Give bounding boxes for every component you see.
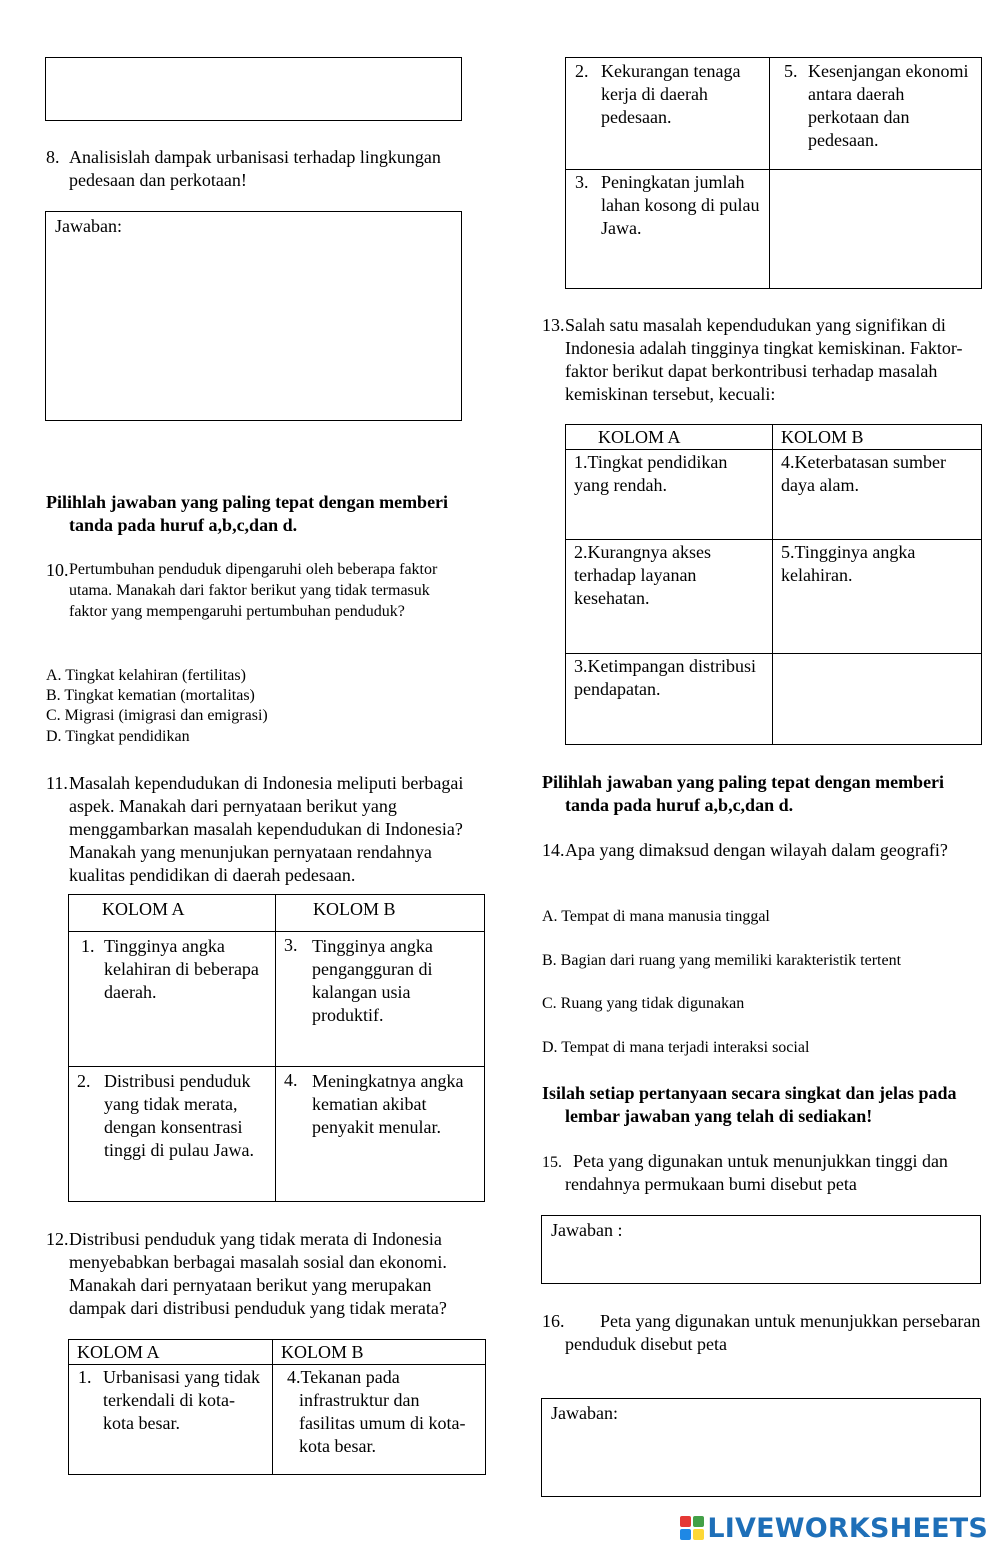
question-text: Peta yang digunakan untuk menunjukkan persebaran penduduk disebut peta xyxy=(565,1311,981,1354)
question-number: 12. xyxy=(46,1229,69,1249)
item-text: Kekurangan tenaga kerja di daerah pedesaan. xyxy=(601,61,741,127)
question-10 xyxy=(46,559,466,622)
item-number: 3. xyxy=(575,172,589,192)
item-text: Urbanisasi yang tidak terkendali di kota-kota besar. xyxy=(103,1367,260,1433)
question-number: 14. xyxy=(542,840,565,860)
answer-label: Jawaban: xyxy=(55,216,122,236)
col-a-header: KOLOM A xyxy=(77,1342,160,1362)
item-text: 3.Ketimpangan distribusi pendapatan. xyxy=(574,656,756,699)
question-12 xyxy=(46,1228,486,1320)
instruction-text: Pilihlah jawaban yang paling tepat dengan memberi tanda pada huruf a,b,c,dan d. xyxy=(46,492,449,535)
col-b-header: KOLOM B xyxy=(313,899,396,919)
item-text: 1.Tingkat pendidikan yang rendah. xyxy=(574,452,728,495)
question-14 xyxy=(542,839,962,862)
item-number: 2. xyxy=(77,1071,91,1091)
item-number: 3. xyxy=(284,935,298,955)
option-c[interactable]: C. Migrasi (imigrasi dan emigrasi) xyxy=(46,707,268,724)
table-cell xyxy=(773,654,982,745)
item-number: 4. xyxy=(284,1070,298,1090)
table-cell xyxy=(566,654,773,745)
q11-table xyxy=(68,894,485,1202)
instruction-text: Pilihlah jawaban yang paling tepat dengan memberi tanda pada huruf a,b,c,dan d. xyxy=(542,772,945,815)
question-text: Salah satu masalah kependudukan yang signifikan di Indonesia adalah tingginya tingkat kemiskinan. Faktor-faktor berikut dapat berkontribusi terhadap masalah kemiskinan tersebut, kecuali: xyxy=(565,315,963,404)
table-cell xyxy=(566,58,770,170)
question-text: Pertumbuhan penduduk dipengaruhi oleh beberapa faktor utama. Manakah dari faktor berikut yang tidak termasuk faktor yang mempengaruhi pertumbuhan penduduk? xyxy=(69,561,438,620)
answer-box-q15[interactable] xyxy=(541,1215,981,1284)
item-text: Tingginya angka kelahiran di beberapa daerah. xyxy=(104,936,259,1002)
table-header xyxy=(773,425,982,450)
table-cell xyxy=(276,932,485,1067)
item-number: 5. xyxy=(784,61,798,81)
table-cell xyxy=(770,170,982,289)
item-text: 5.Tingginya angka kelahiran. xyxy=(781,542,916,585)
instruction-multiple-choice xyxy=(46,491,496,537)
table-header xyxy=(69,1340,273,1365)
table-header xyxy=(273,1340,486,1365)
item-text: Tingginya angka pengangguran di kalangan usia produktif. xyxy=(312,936,433,1025)
table-cell xyxy=(69,1067,276,1202)
option-a[interactable]: A. Tingkat kelahiran (fertilitas) xyxy=(46,667,246,684)
question-text: Peta yang digunakan untuk menunjukkan tinggi dan rendahnya permukaan bumi disebut peta xyxy=(565,1151,948,1194)
question-text: Apa yang dimaksud dengan wilayah dalam geografi? xyxy=(565,840,948,860)
question-number: 11. xyxy=(46,773,68,793)
question-15 xyxy=(542,1150,992,1196)
question-number: 16. xyxy=(542,1311,565,1331)
table-cell xyxy=(566,170,770,289)
table-cell xyxy=(566,540,773,654)
table-header xyxy=(69,895,276,932)
answer-box-q16[interactable] xyxy=(541,1398,981,1497)
table-cell xyxy=(276,1067,485,1202)
q12-table-continued xyxy=(565,57,982,289)
item-text: 2.Kurangnya akses terhadap layanan kesehatan. xyxy=(574,542,711,608)
table-cell xyxy=(69,1365,273,1475)
item-text xyxy=(773,654,981,655)
col-b-header: KOLOM B xyxy=(781,427,864,447)
item-text: Kesenjangan ekonomi antara daerah perkotaan dan pedesaan. xyxy=(808,61,969,150)
item-text: 4.Keterbatasan sumber daya alam. xyxy=(781,452,946,495)
question-number: 8. xyxy=(46,147,60,167)
question-number: 10. xyxy=(46,560,69,580)
option-d[interactable]: D. Tingkat pendidikan xyxy=(46,728,190,745)
option-b[interactable]: B. Tingkat kematian (mortalitas) xyxy=(46,687,255,704)
question-16 xyxy=(542,1310,982,1356)
question-number: 13. xyxy=(542,315,565,335)
liveworksheets-logo xyxy=(680,1512,988,1544)
instruction-multiple-choice-2 xyxy=(542,771,992,817)
option-b[interactable]: B. Bagian dari ruang yang memiliki karakteristik tertent xyxy=(542,952,902,969)
item-number: 1. xyxy=(81,936,95,956)
table-cell xyxy=(273,1365,486,1475)
question-number: 15. xyxy=(542,1154,562,1171)
question-text: Distribusi penduduk yang tidak merata di Indonesia menyebabkan berbagai masalah sosial dan ekonomi. Manakah dari pernyataan berikut yang merupakan dampak dari distribusi penduduk yang tidak merata? xyxy=(69,1229,447,1318)
instruction-text: Isilah setiap pertanyaan secara singkat dan jelas pada lembar jawaban yang telah di sediakan! xyxy=(542,1083,957,1126)
item-text: Peningkatan jumlah lahan kosong di pulau Jawa. xyxy=(601,172,760,238)
table-header xyxy=(566,425,773,450)
item-text: Meningkatnya angka kematian akibat penyakit menular. xyxy=(312,1071,464,1137)
option-c[interactable]: C. Ruang yang tidak digunakan xyxy=(542,995,745,1012)
question-text: Analisislah dampak urbanisasi terhadap lingkungan pedesaan dan perkotaan! xyxy=(69,147,441,190)
item-text: 4.Tekanan pada infrastruktur dan fasilitas umum di kota-kota besar. xyxy=(287,1367,466,1456)
table-cell xyxy=(773,450,982,540)
question-13 xyxy=(542,314,982,406)
col-a-header: KOLOM A xyxy=(598,427,681,447)
logo-mark-icon xyxy=(680,1516,704,1540)
item-number: 1. xyxy=(78,1367,92,1387)
table-header xyxy=(276,895,485,932)
question-text: Masalah kependudukan di Indonesia meliputi berbagai aspek. Manakah dari pernyataan berikut yang menggambarkan masalah kependudukan di Indonesia?Manakah yang menunjukan pernyataan rendahnya kualitas pendidikan di daerah pedesaan. xyxy=(69,773,464,885)
answer-box-previous[interactable] xyxy=(45,57,462,121)
question-11 xyxy=(46,772,476,887)
item-number: 2. xyxy=(575,61,589,81)
answer-box-q8[interactable] xyxy=(45,211,462,421)
answer-label: Jawaban: xyxy=(551,1403,618,1423)
instruction-short-answer xyxy=(542,1082,992,1128)
col-b-header: KOLOM B xyxy=(281,1342,364,1362)
col-a-header: KOLOM A xyxy=(102,899,185,919)
item-text: Distribusi penduduk yang tidak merata, dengan konsentrasi tinggi di pulau Jawa. xyxy=(104,1071,254,1160)
table-cell xyxy=(69,932,276,1067)
table-cell xyxy=(770,58,982,170)
answer-label: Jawaban : xyxy=(551,1220,623,1240)
logo-text: LIVEWORKSHEETS xyxy=(707,1512,988,1544)
q13-table xyxy=(565,424,982,745)
option-a[interactable]: A. Tempat di mana manusia tinggal xyxy=(542,908,770,925)
table-cell xyxy=(566,450,773,540)
table-cell xyxy=(773,540,982,654)
question-8 xyxy=(46,146,486,192)
q12-table xyxy=(68,1339,486,1475)
option-d[interactable]: D. Tempat di mana terjadi interaksi social xyxy=(542,1039,810,1056)
